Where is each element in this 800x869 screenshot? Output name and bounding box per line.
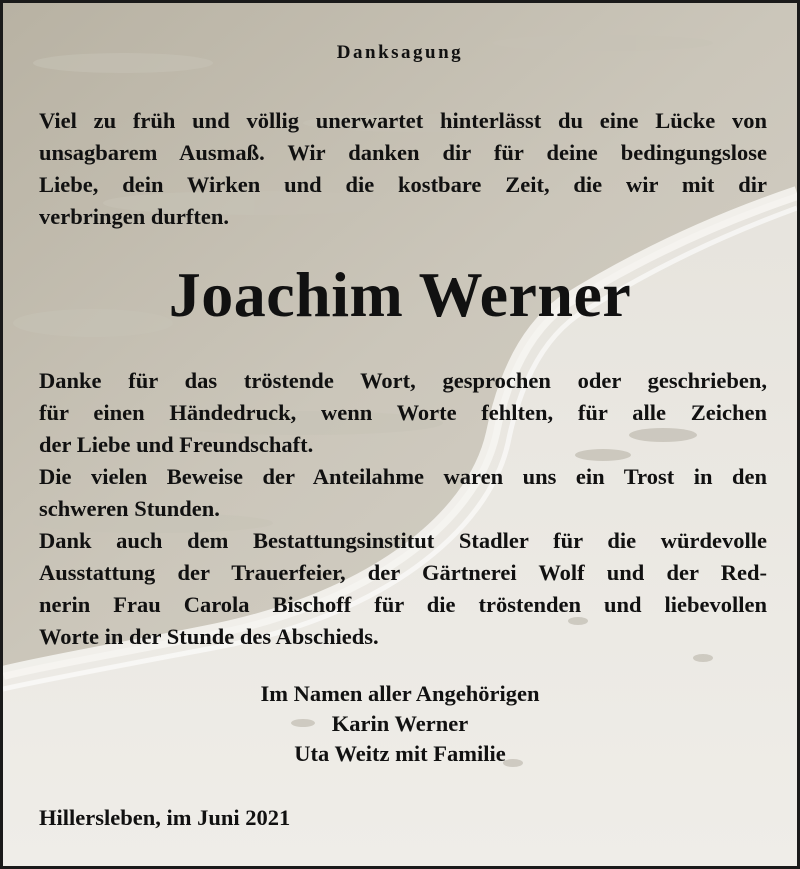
deceased-name: Joachim Werner xyxy=(168,259,632,330)
intro-paragraph xyxy=(39,105,767,233)
thanks-line: Worte in der Stunde des Abschieds. xyxy=(39,624,379,649)
intro-line: Liebe, dein Wirken und die kostbare Zeit, die wir mit dir xyxy=(39,172,767,197)
thanks-line: Danke für das tröstende Wort, gesprochen oder geschrieben, xyxy=(39,368,767,393)
thanks-line: nerin Frau Carola Bischoff für die tröstenden und liebevollen xyxy=(39,592,767,617)
signature-line: Karin Werner xyxy=(331,711,469,736)
notice-heading: Danksagung xyxy=(336,42,464,63)
signature-block xyxy=(3,679,797,769)
thanks-line: Die vielen Beweise der Anteilahme waren uns ein Trost in den xyxy=(39,464,767,489)
intro-line: Viel zu früh und völlig unerwartet hinterlässt du eine Lücke von xyxy=(39,108,767,133)
thanks-line: Dank auch dem Bestattungsinstitut Stadler für die würdevolle xyxy=(39,528,767,553)
thanks-line: schweren Stunden. xyxy=(39,496,220,521)
thanks-line: für einen Händedruck, wenn Worte fehlten, für alle Zeichen xyxy=(39,400,767,425)
place-date: Hillersleben, im Juni 2021 xyxy=(39,805,291,830)
signature-line: Im Namen aller Angehörigen xyxy=(260,681,540,706)
thanks-line: der Liebe und Freundschaft. xyxy=(39,432,314,457)
intro-line: unsagbarem Ausmaß. Wir danken dir für deine bedingungslose xyxy=(39,140,767,165)
thanks-paragraph xyxy=(39,365,767,653)
intro-line: verbringen durften. xyxy=(39,204,229,229)
thanks-line: Ausstattung der Trauerfeier, der Gärtnerei Wolf und der Red- xyxy=(39,560,767,585)
signature-line: Uta Weitz mit Familie xyxy=(294,741,506,766)
